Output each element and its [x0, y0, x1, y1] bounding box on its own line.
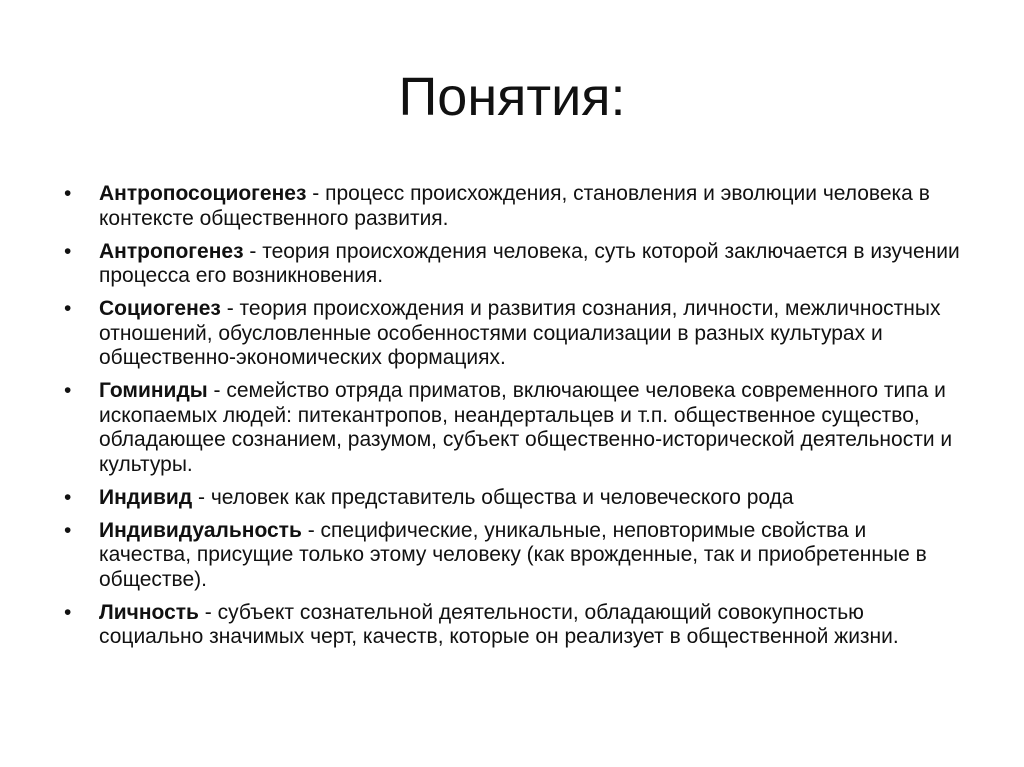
- concept-definition: - теория происхождения и развития сознания, личности, межличностных отношений, обусловленные особенностями социализации в разных культурах и общественно-экономических формациях.: [99, 297, 941, 369]
- bullet-icon: •: [64, 182, 72, 205]
- concept-definition: - специфические, уникальные, неповторимые свойства и качества, присущие только этому человеку (как врожденные, так и приобретенные в обществе).: [99, 518, 927, 591]
- concept-term: Гоминиды: [99, 379, 208, 402]
- concept-definition: - человек как представитель общества и человеческого рода: [192, 485, 794, 509]
- bullet-icon: •: [64, 485, 72, 509]
- bullet-icon: •: [64, 379, 72, 402]
- concept-term: Индивидуальность: [99, 518, 302, 542]
- list-item: [64, 601, 964, 650]
- bullet-icon: •: [64, 600, 72, 624]
- list-item: [64, 519, 964, 593]
- list-item: [64, 486, 964, 511]
- concept-definition: - семейство отряда приматов, включающее человека современного типа и ископаемых людей: питекантропов, неандертальцев и т.п. общественное существо, обладающее сознанием, разумом, субъект общественно-исторической деятельности и культуры.: [99, 379, 953, 476]
- concept-term: Социогенез: [99, 297, 221, 320]
- concept-definition: - процесс происхождения, становления и эволюции человека в контексте общественного развития.: [99, 182, 930, 230]
- concept-list: [64, 182, 964, 658]
- concept-definition: - субъект сознательной деятельности, обладающий совокупностью социально значимых черт, качеств, которые он реализует в общественной жизни.: [99, 600, 899, 648]
- concept-definition: - теория происхождения человека, суть которой заключается в изучении процесса его возникновения.: [99, 239, 960, 287]
- list-item: [64, 182, 964, 231]
- bullet-icon: •: [64, 239, 72, 263]
- list-item: [64, 379, 964, 477]
- list-item: [64, 240, 964, 289]
- bullet-icon: •: [64, 297, 72, 320]
- bullet-icon: •: [64, 518, 72, 542]
- concept-term: Антропогенез: [99, 239, 244, 263]
- concept-term: Личность: [99, 600, 199, 624]
- concept-term: Антропосоциогенез: [99, 182, 307, 205]
- slide-title: Понятия:: [398, 67, 626, 127]
- concept-term: Индивид: [99, 485, 193, 509]
- list-item: [64, 297, 964, 371]
